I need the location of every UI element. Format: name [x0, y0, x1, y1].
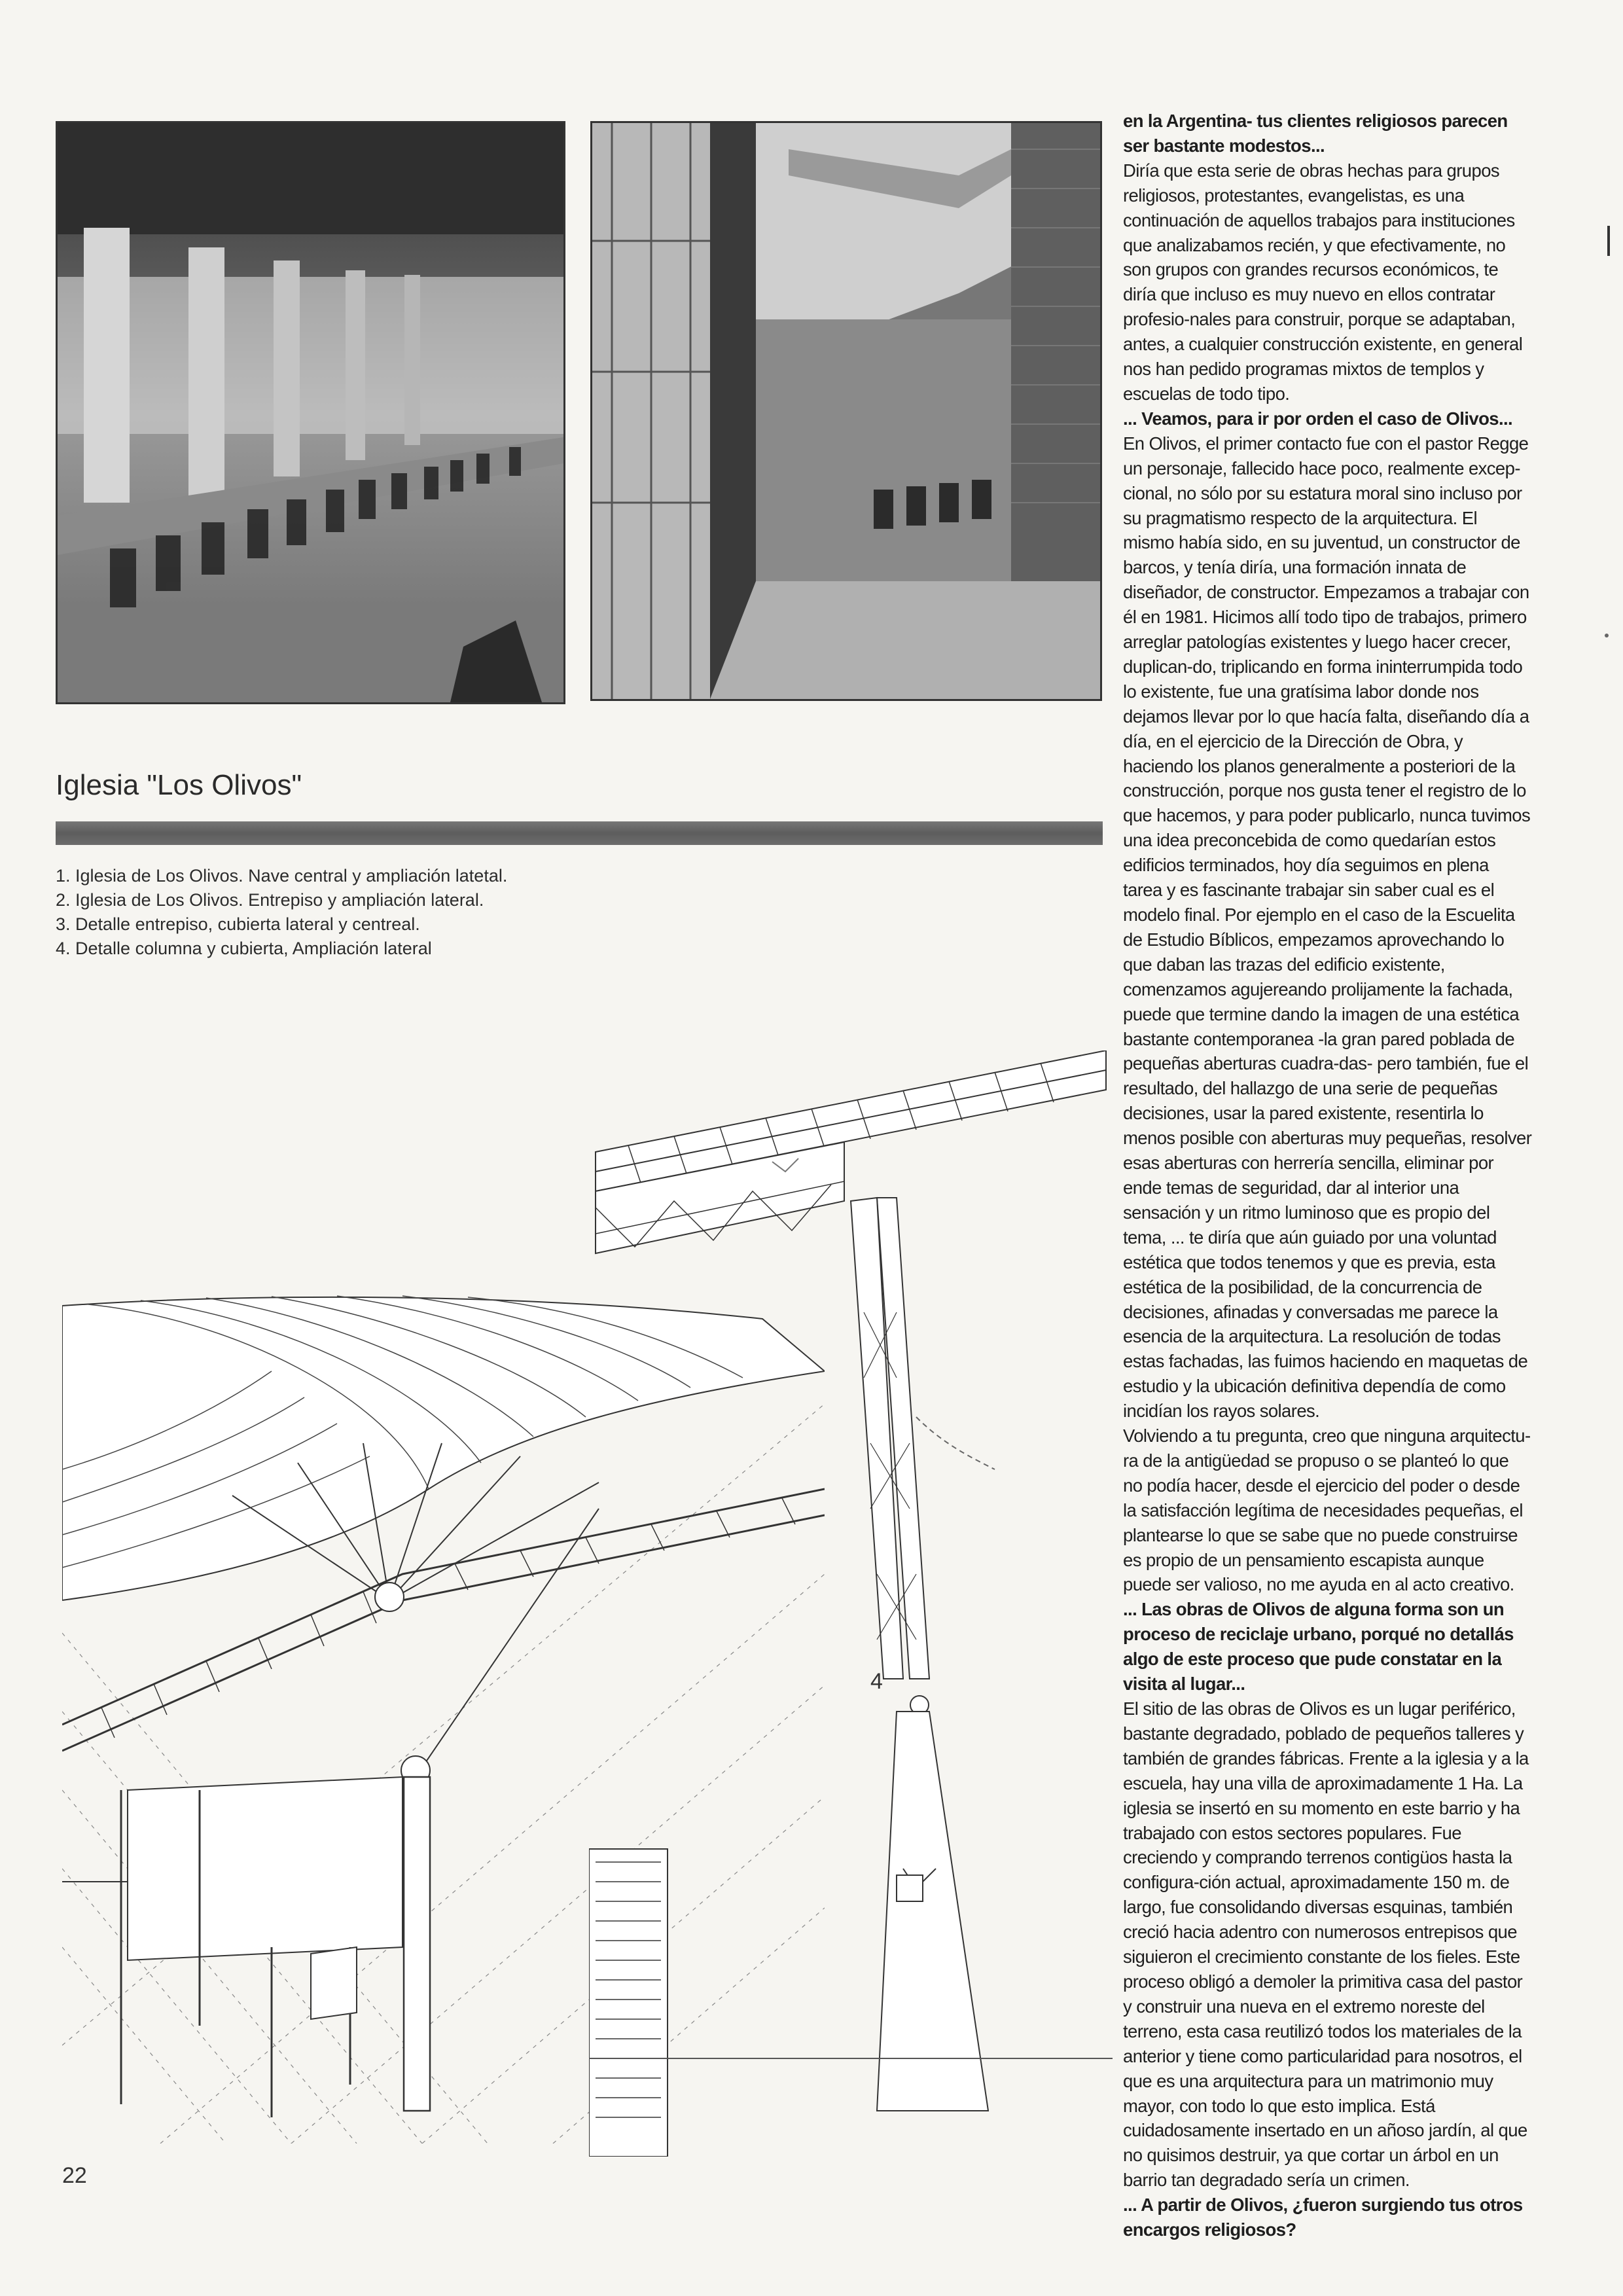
column-detail-elevation: [589, 1050, 1113, 2157]
caption-2: 2. Iglesia de Los Olivos. Entrepiso y ampliación lateral.: [56, 890, 484, 910]
answer-paragraph: Volviendo a tu pregunta, creo que ninguna arquitectu-ra de la antigüedad se propuso o se planteó lo que no podía hacer, desde el ejercicio del poder o desde la satisfacción legítima de necesidades pequeñas, el plantearse lo que se sabe que no puede construirse es propio de un pensamiento escapista aunque puede ser valioso, no me ayuda en al acto creativo.: [1123, 1426, 1531, 1595]
question: ... Las obras de Olivos de alguna forma son un proceso de reciclaje urbano, porqué no detallás algo de este proceso que pude constatar en la visita al lugar...: [1123, 1599, 1514, 1695]
caption-list: [56, 864, 566, 961]
mezzanine-photo: [590, 121, 1102, 701]
question: en la Argentina- tus clientes religiosos parecen ser bastante modestos...: [1123, 111, 1508, 156]
title-bar: [56, 821, 1103, 845]
question: ... Veamos, para ir por orden el caso de Olivos...: [1123, 408, 1513, 429]
margin-dot: [1605, 634, 1609, 637]
caption-4: 4. Detalle columna y cubierta, Ampliación lateral: [56, 939, 432, 958]
figure-4-label: 4: [870, 1669, 883, 1694]
caption-3: 3. Detalle entrepiso, cubierta lateral y centreal.: [56, 914, 420, 934]
caption-1: 1. Iglesia de Los Olivos. Nave central y ampliación latetal.: [56, 866, 508, 886]
page-number: 22: [62, 2163, 87, 2188]
question: ... A partir de Olivos, ¿fueron surgiendo tus otros encargos religiosos?: [1123, 2195, 1523, 2240]
section-title: Iglesia "Los Olivos": [56, 769, 302, 801]
church-interior-photo: [56, 121, 565, 704]
answer-paragraph: En Olivos, el primer contacto fue con el pastor Regge un personaje, fallecido hace poco, realmente excep-cional, no sólo por su estatura moral sino incluso por su pragmatismo respecto de la arquitectura. El mismo había sido, en su juventud, un constructor de barcos, y tenía diría, una formación innata de diseñador, de constructor. Empezamos a trabajar con él en 1981. Hicimos allí todo tipo de trabajos, primero arreglar patologías existentes y luego hacer crecer, duplican-do, triplicando en forma ininterrumpida todo lo existente, fue una gratísima labor donde nos dejamos llevar por lo que hacía falta, diseñando día a día, en el ejercicio de la Dirección de Obra, y haciendo los planos generalmente a posteriori de la construcción, porque nos gusta tener el registro de lo que hacemos, y para poder publicarlo, nunca tuvimos una idea preconcebida de como quedarían estos edificios terminados, hoy día seguimos en plena tarea y es fascinante trabajar sin saber cual es el modelo final. Por ejemplo en el caso de la Escuelita de Estudio Bíblicos, empezamos aprovechando lo que daban las trazas del edificio existente, comenzamos agujereando prolijamente la fachada, puede que termine dando la imagen de una estética bastante contemporanea -la gran pared poblada de pequeñas aberturas cuadra-das- pero también, fue el resultado, del hallazgo de una serie de pequeñas decisiones, usar la pared existente, resentirla lo menos posible con aberturas muy pequeñas, resolver esas aberturas con herrería sencilla, eliminar por ende temas de seguridad, dar al interior una sensación y un ritmo luminoso que es propio del tema, ... te diría que aún guiado por una voluntad estética que todos tenemos y que es previa, esta estética de la posibilidad, de la concurrencia de decisiones, afinadas y conversadas me parece la esencia de la arquitectura. La resolución de todas estas fachadas, las fuimos haciendo en maquetas de estudio y la ubicación definitiva dependía de como incidían los rayos solares.: [1123, 433, 1532, 1422]
margin-mark: [1607, 226, 1610, 256]
interview-text: [1123, 109, 1532, 2242]
answer-paragraph: Diría que esta serie de obras hechas para grupos religiosos, protestantes, evangelistas, es una continuación de aquellos trabajos para instituciones que analizabamos recién, y que efectivamente, no son grupos con grandes recursos económicos, te diría que incluso es muy nuevo en ellos contratar profesio-nales para construir, porque se adaptaban, antes, a cualquier construcción existente, en general nos han pedido programas mixtos de templos y escuelas de todo tipo.: [1123, 160, 1523, 404]
answer-paragraph: El sitio de las obras de Olivos es un lugar periférico, bastante degradado, poblado de pequeños talleres y también de grandes fábricas. Frente a la iglesia y a la escuela, hay una villa de aproximadamente 1 Ha. La iglesia se insertó en su momento en este barrio y ha trabajado con estos sectores populares. Fue creciendo y comprando terrenos contigüos hasta la configura-ción actual, aproximadamente 150 m. de largo, fue consolidando diversas esquinas, también creció hacia adentro con numerosos entrepisos que siguieron el crecimiento constante de los fieles. Este proceso obligó a demoler la primitiva casa del pastor y construir una nueva en el extremo noreste del terreno, esta casa reutilizó todos los materiales de la anterior y tiene como particularidad para nosotros, el que es una arquitectura para un matrimonio muy mayor, con todo lo que esto implica. Está cuidadosamente insertado en un añoso jardín, al que no quisimos destruir, ya que cortar un árbol en un barrio tan degradado sería un crimen.: [1123, 1698, 1529, 2191]
